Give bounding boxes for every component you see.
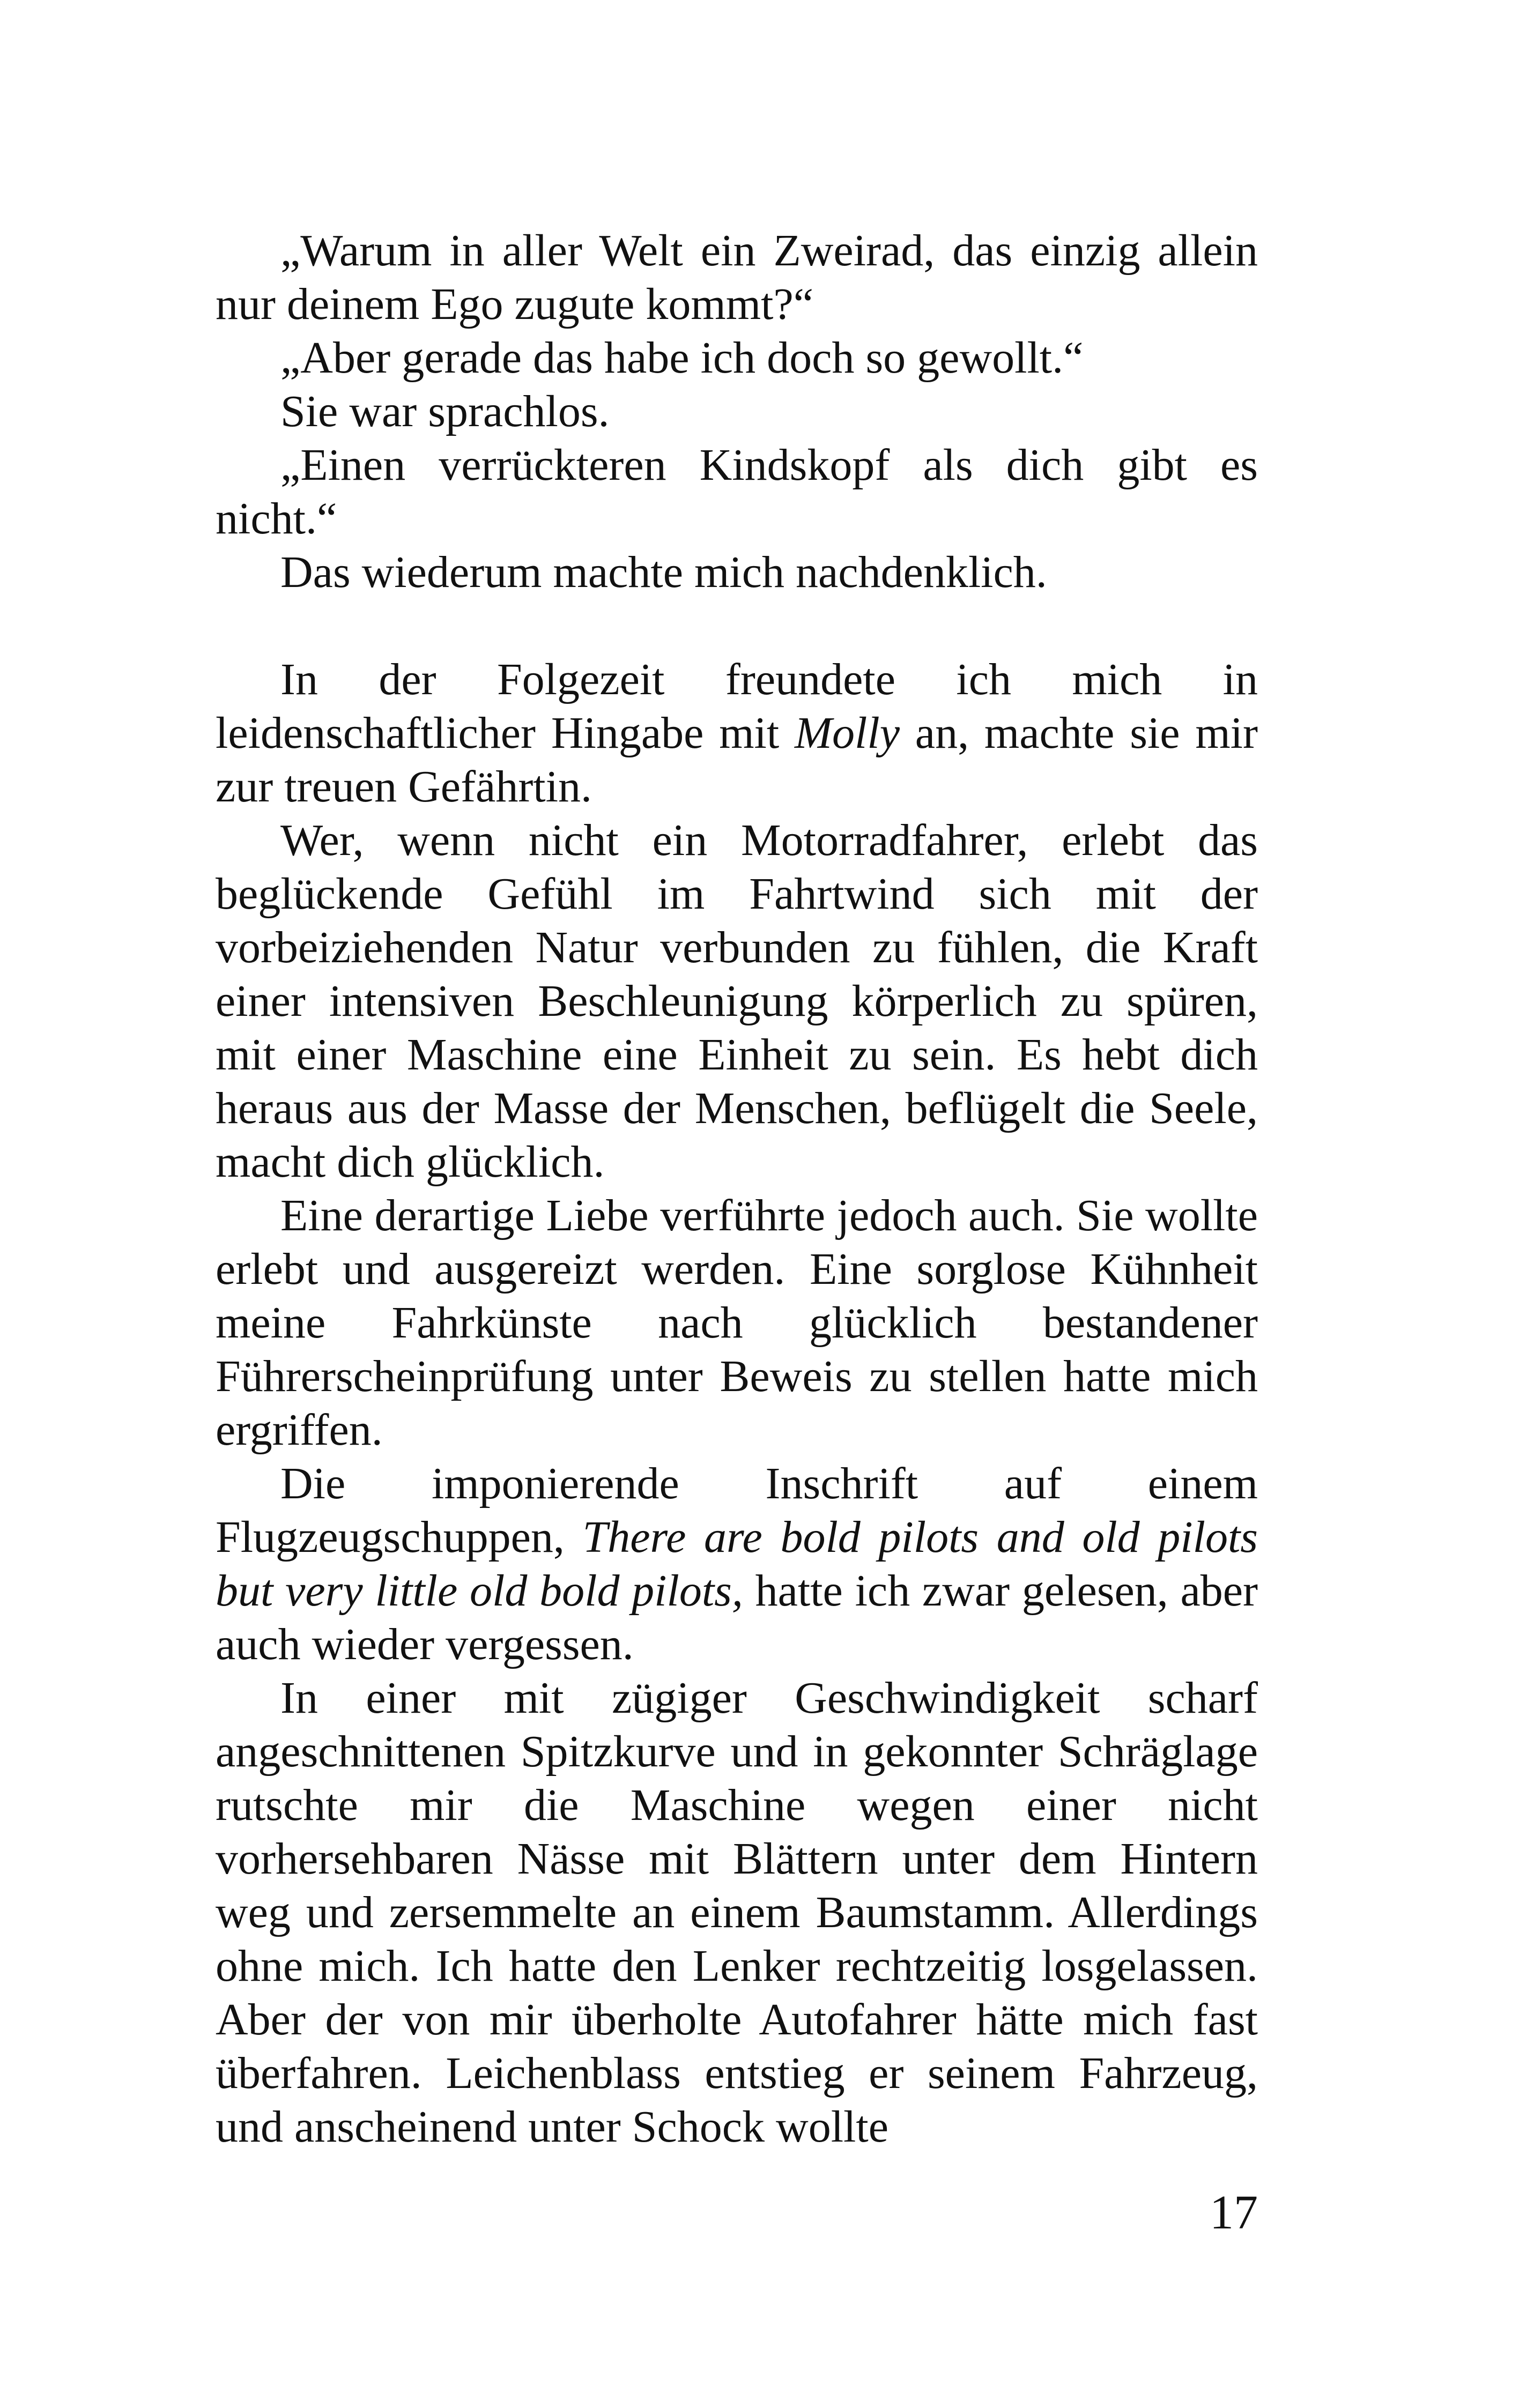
paragraph-9 [216,1457,1258,1671]
paragraph-2: „Aber gerade das habe ich doch so gewollt.“ [280,333,1084,383]
paragraph-6-part-1: In der Folgezeit freundete ich mich in leidenschaftlicher Hingabe mit [216,655,1258,758]
paragraph-6 [216,653,1258,814]
paragraph-4: „Einen verrückteren Kindskopf als dich gibt es nicht.“ [216,440,1258,544]
paragraph-3: Sie war sprachlos. [280,387,610,436]
paragraph-6-part-2: an, machte sie mir zur treuen Gefährtin. [216,708,1258,812]
body-text [216,224,1258,2154]
paragraph-7: Wer, wenn nicht ein Motorradfahrer, erlebt das beglückende Gefühl im Fahrtwind sich mit der vorbeiziehenden Natur verbunden zu fühlen, die Kraft einer intensiven Beschleunigung körperlich zu spüren, mit einer Maschine eine Einheit zu sein. Es hebt dich heraus aus der Masse der Menschen, beflügelt die Seele, macht dich glücklich. [216,815,1258,1187]
paragraph-6-italic-molly: Molly [795,708,900,758]
paragraph-9-italic-quote: There are bold pilots and old pilots but very little old bold pilots, [216,1512,1258,1616]
paragraph-10: In einer mit zügiger Geschwindigkeit scharf angeschnittenen Spitzkurve und in gekonnter Schräglage rutschte mir die Maschine wegen einer nicht vorhersehbaren Nässe mit Blättern unter dem Hintern weg und zersemmelte an einem Baumstamm. Allerdings ohne mich. Ich hatte den Lenker rechtzeitig losgelassen. Aber der von mir überholte Autofahrer hätte mich fast überfahren. Leichenblass entstieg er seinem Fahrzeug, und anscheinend unter Schock wollte [216,1673,1258,2152]
paragraph-9-part-1: Die imponierende Inschrift auf einem Flugzeugschuppen, [216,1459,1258,1562]
page-number: 17 [1210,2186,1258,2239]
paragraph-5: Das wiederum machte mich nachdenklich. [280,547,1047,597]
paragraph-8: Eine derartige Liebe verführte jedoch auch. Sie wollte erlebt und ausgereizt werden. Eine sorglose Kühnheit meine Fahrkünste nach glücklich bestandener Führerscheinprüfung unter Beweis zu stellen hatte mich ergriffen. [216,1191,1258,1455]
paragraph-1: „Warum in aller Welt ein Zweirad, das einzig allein nur deinem Ego zugute kommt?“ [216,226,1258,329]
paragraph-9-part-2: hatte ich zwar gelesen, aber auch wieder vergessen. [216,1566,1258,1669]
